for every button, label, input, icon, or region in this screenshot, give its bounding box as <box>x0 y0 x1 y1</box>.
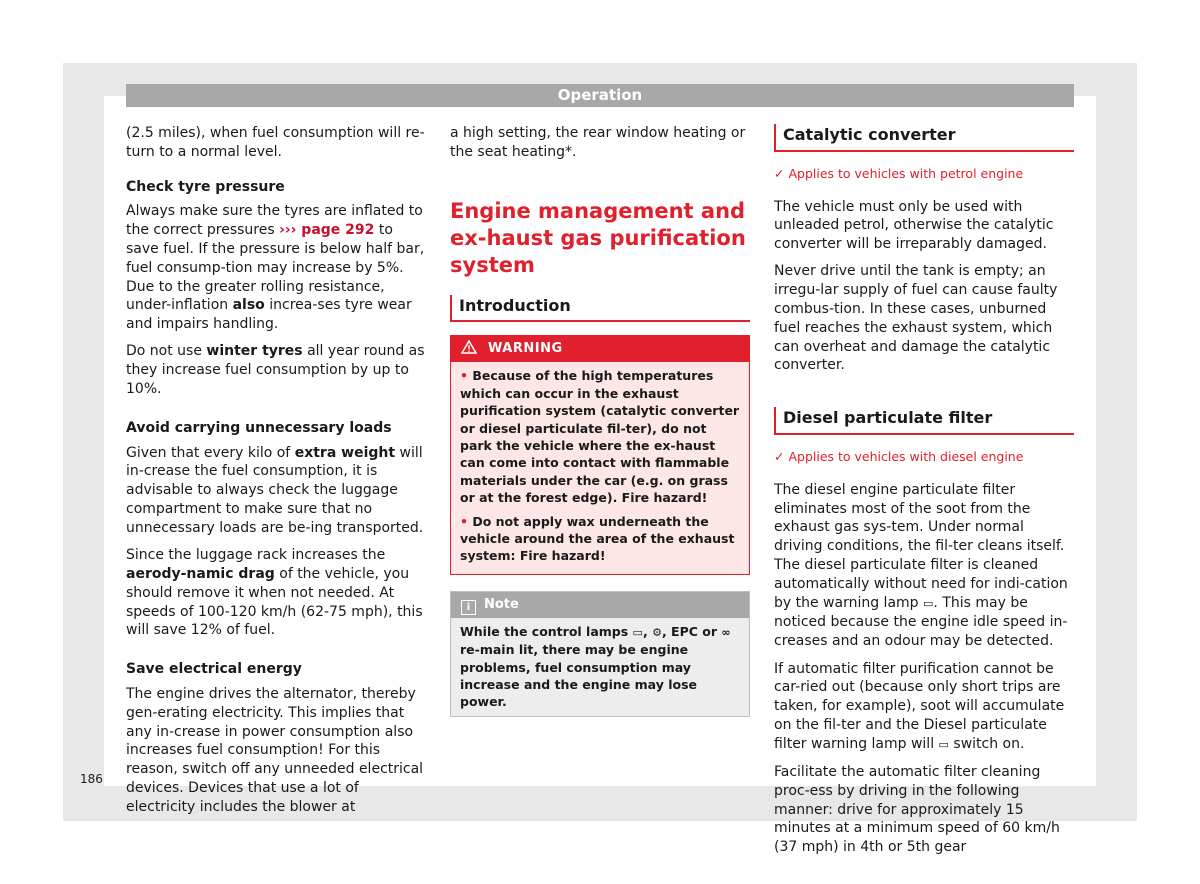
page-number: 186 <box>80 772 103 786</box>
page-header: Operation <box>126 84 1074 107</box>
warning-triangle-icon <box>461 341 488 356</box>
column-2 <box>450 124 750 717</box>
note-label: Note <box>484 596 519 612</box>
paragraph-electrical: The engine drives the alternator, thereby gen-erating electricity. This implies that any in-crease in power consumption also increases fuel consumption! For this reason, switch off any unneeded electrical devices. Devices that use a lot of electricity includes the blower at <box>126 685 424 815</box>
dpf-lamp-icon: ▭ <box>938 737 949 751</box>
list-item: • Do not apply wax underneath the vehicle around the area of the exhaust system: Fire hazard! <box>460 513 735 564</box>
heading-check-tyre-pressure: Check tyre pressure <box>126 178 285 195</box>
paragraph: a high setting, the rear window heating or the seat heating*. <box>450 125 746 160</box>
dpf-lamp-icon: ▭ <box>923 596 934 610</box>
glow-plug-lamp-icon: ∞ <box>721 625 731 639</box>
subsection-title-diesel-particulate-filter: Diesel particulate filter <box>774 407 1074 435</box>
list-item: • Because of the high temperatures which can occur in the exhaust purification system (catalytic converter or diesel particulate fil-ter), do not park the vehicle where the ex-haust can come into contact with flammable materials under the car (e.g. on grass or at the forest edge). Fire hazard! <box>460 368 740 506</box>
paragraph: The diesel engine particulate filter eliminates most of the soot from the exhaust gas sys-tem. Under normal driving conditions, the fil-ter cleans itself. The diesel particulate filter is cleaned automatically without need for indi-cation by the warning lamp ▭. This may be noticed because the engine idle speed in-creases and an odour may be detected. <box>774 481 1068 650</box>
note-header <box>451 592 749 618</box>
paragraph-loads: Given that every kilo of extra weight will in-crease the fuel consumption, it is advisable to always check the luggage compartment to make sure that no unnecessary loads are be-ing transported. <box>126 444 424 536</box>
check-icon: ✓ <box>774 449 785 465</box>
warning-body <box>451 362 749 573</box>
warning-box <box>450 335 750 574</box>
subsection-title-catalytic-converter: Catalytic converter <box>774 124 1074 152</box>
paragraph-rack: Since the luggage rack increases the aerody-namic drag of the vehicle, you should remove it when not needed. At speeds of 100-120 km/h (62-75 mph), this will save 12% of fuel. <box>126 547 423 639</box>
note-box <box>450 591 750 717</box>
warning-label: WARNING <box>488 341 563 357</box>
note-body: While the control lamps ▭, ⚙, EPC or ∞ re-main lit, there may be engine problems, fuel consumption may increase and the engine may lose power. <box>460 623 731 710</box>
paragraph: If automatic filter purification cannot be car-ried out (because only short trips are taken, for example), soot will accumulate on the fil-ter and the Diesel particulate filter warning lamp will ▭ switch on. <box>774 660 1065 752</box>
info-icon: i <box>461 600 476 615</box>
page-link[interactable]: ››› page 292 <box>279 222 375 239</box>
engine-lamp-icon: ⚙ <box>652 625 662 639</box>
applies-note: ✓ Applies to vehicles with diesel engine <box>774 449 1024 465</box>
warning-header <box>451 336 749 362</box>
paragraph-tyre: Always make sure the tyres are inflated to the correct pressures ››› page 292 to save fuel. If the pressure is below half bar, fuel consump-tion may increase by 5%. Due to the greater rolling resistance, under-inflation also increa-ses tyre wear and impairs handling. <box>126 203 425 333</box>
column-1 <box>126 124 426 825</box>
paragraph: Never drive until the tank is empty; an irregu-lar supply of fuel can cause faulty combus-tion. In these cases, unburned fuel reaches the exhaust system, which can overheat and damage the catalytic converter. <box>774 263 1058 374</box>
subsection-title-introduction: Introduction <box>450 295 750 323</box>
column-3 <box>774 124 1074 866</box>
heading-avoid-loads: Avoid carrying unnecessary loads <box>126 419 392 436</box>
paragraph: (2.5 miles), when fuel consumption will re-turn to a normal level. <box>126 125 425 160</box>
check-icon: ✓ <box>774 165 785 181</box>
dpf-lamp-icon: ▭ <box>632 625 643 639</box>
paragraph-winter: Do not use winter tyres all year round as they increase fuel consumption by up to 10%. <box>126 343 425 398</box>
heading-save-electrical: Save electrical energy <box>126 661 302 678</box>
section-title: Engine management and ex-haust gas purification system <box>450 198 746 277</box>
paragraph: The vehicle must only be used with unleaded petrol, otherwise the catalytic converter will be irreparably damaged. <box>774 198 1054 253</box>
applies-note: ✓ Applies to vehicles with petrol engine <box>774 165 1024 181</box>
paragraph: Facilitate the automatic filter cleaning proc-ess by driving in the following manner: drive for approximately 15 minutes at a minimum speed of 60 km/h (37 mph) in 4th or 5th gear <box>774 764 1060 856</box>
